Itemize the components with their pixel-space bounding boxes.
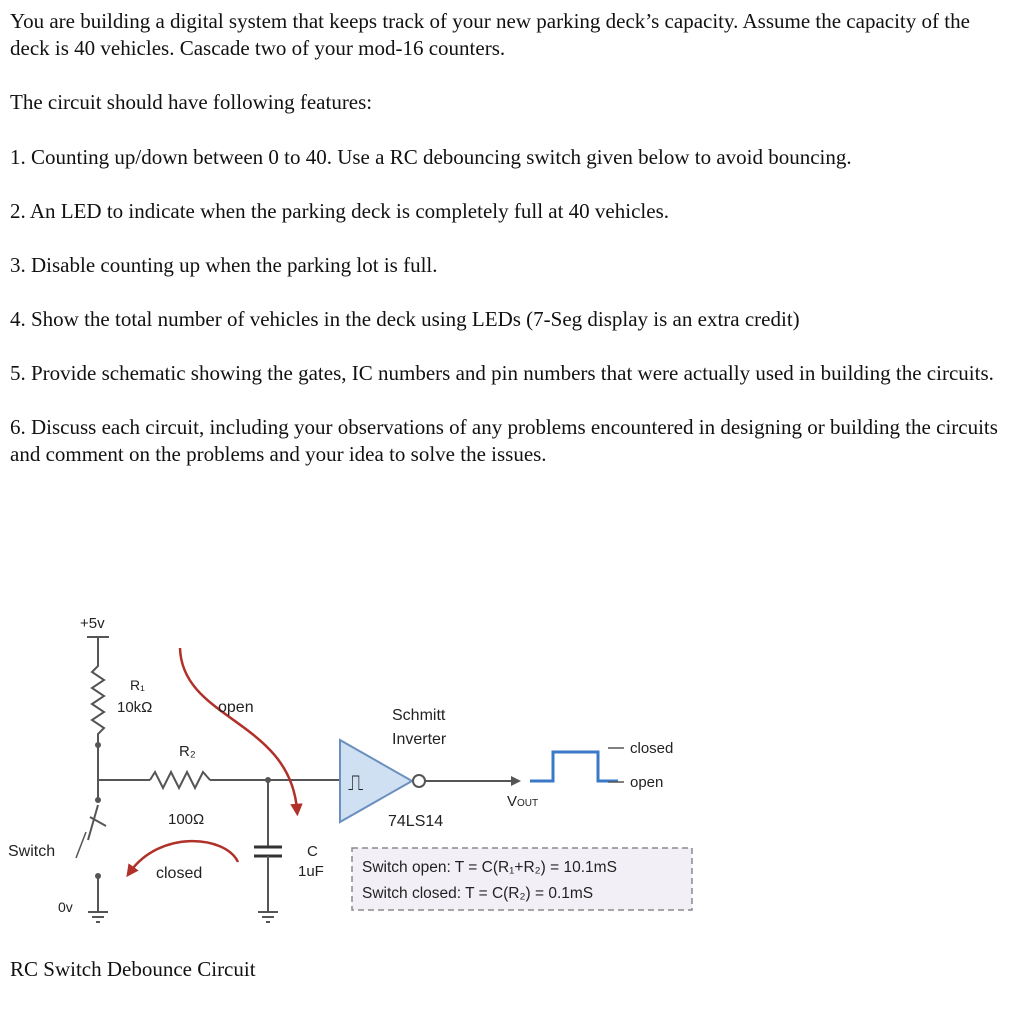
schmitt-symbol: ⎍	[348, 770, 364, 795]
rc-debounce-circuit-diagram	[0, 600, 720, 940]
switch-pointer	[76, 832, 86, 858]
feature-item-3: 3. Disable counting up when the parking lot is full.	[10, 253, 438, 277]
r1-value: 10kΩ	[117, 699, 153, 716]
open-path-label: open	[218, 699, 254, 716]
cap-value: 1uF	[298, 863, 324, 880]
formula-open: Switch open: T = C(R₁+R₂) = 10.1mS	[362, 859, 617, 876]
r1-label: R₁	[130, 677, 145, 693]
inverter-bubble	[413, 775, 425, 787]
switch-top-contact	[95, 797, 101, 803]
vout-label: VOUT	[507, 793, 539, 810]
assignment-document	[10, 8, 1014, 495]
circuit-caption: RC Switch Debounce Circuit	[10, 957, 256, 981]
switch-label: Switch	[8, 843, 56, 860]
features-heading: The circuit should have following features:	[10, 90, 373, 114]
open-path-arrow	[180, 648, 297, 810]
inverter-title-line2: Inverter	[392, 731, 447, 748]
r2-value: 100Ω	[168, 811, 205, 828]
r2-resistor	[150, 772, 210, 788]
switch-blade	[88, 805, 98, 840]
waveform-closed-label: closed	[630, 740, 674, 757]
intro-paragraph: You are building a digital system that keeps track of your new parking deck’s capacity. Assume the capacity of the deck is 40 vehicles. Cascade two of your mod-16 counters.	[10, 9, 970, 60]
closed-path-label: closed	[156, 865, 203, 882]
feature-item-5: 5. Provide schematic showing the gates, IC numbers and pin numbers that were actually used in building the circuits.	[10, 361, 994, 385]
circuit-svg	[0, 600, 720, 940]
supply-label: +5v	[80, 615, 105, 632]
output-waveform	[530, 752, 618, 781]
inverter-title-line1: Schmitt	[392, 707, 446, 724]
formula-closed: Switch closed: T = C(R₂) = 0.1mS	[362, 885, 594, 902]
feature-item-4: 4. Show the total number of vehicles in the deck using LEDs (7-Seg display is an extra credit)	[10, 307, 800, 331]
ground-label: 0v	[58, 899, 73, 915]
feature-item-2: 2. An LED to indicate when the parking deck is completely full at 40 vehicles.	[10, 199, 669, 223]
feature-item-1: 1. Counting up/down between 0 to 40. Use a RC debouncing switch given below to avoid bouncing.	[10, 145, 852, 169]
cap-label: C	[307, 843, 318, 860]
waveform-open-label: open	[630, 774, 664, 791]
feature-item-6: 6. Discuss each circuit, including your observations of any problems encountered in designing or building the circuits and comment on the problems and your idea to solve the issues.	[10, 415, 998, 466]
r2-label: R₂	[179, 743, 196, 760]
r1-resistor	[92, 658, 104, 745]
ic-number: 74LS14	[388, 813, 444, 830]
